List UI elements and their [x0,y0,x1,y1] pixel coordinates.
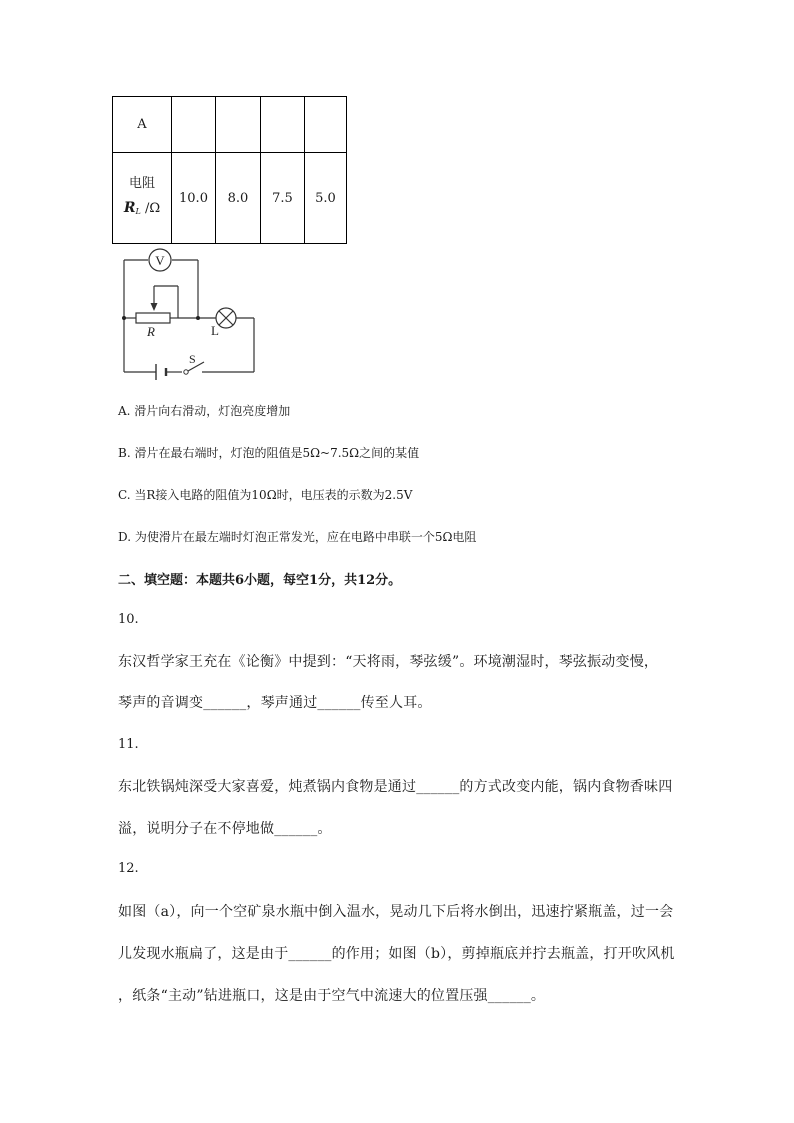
table-cell [261,97,305,153]
junction-dot [196,316,200,320]
circuit-diagram [116,246,261,386]
question-text: 东北铁锅炖深受大家喜爱，炖煮锅内食物是通过______的方式改变内能，锅内食物香味四 [118,779,673,795]
resistance-symbol: RL /Ω [123,200,161,216]
table-row [113,97,347,153]
question-number: 11. [118,737,139,752]
resistance-value: 8.0 [216,153,261,244]
row-label-current: A [113,97,172,153]
option-c: C. 当R接入电路的阻值为10Ω时，电压表的示数为2.5V [118,488,413,502]
question-number: 12. [118,861,139,876]
question-text: 琴声的音调变______，琴声通过______传至人耳。 [118,695,432,711]
svg-text:V: V [155,253,165,268]
option-a: A. 滑片向右滑动，灯泡亮度增加 [118,404,291,418]
lamp-icon [211,308,236,338]
question-number: 10. [118,612,139,627]
table-cell [216,97,261,153]
rheostat-icon [136,303,170,339]
resistance-value: 7.5 [261,153,305,244]
svg-text:S: S [189,352,196,366]
row-label-resistance [113,153,172,244]
question-text: 儿发现水瓶扁了，这是由于______的作用；如图（b），剪掉瓶底并拧去瓶盖，打开吹风机 [118,946,675,962]
junction-dot [122,316,126,320]
question-text: 溢，说明分子在不停地做______。 [118,821,332,837]
resistance-value: 10.0 [172,153,216,244]
option-d: D. 为使滑片在最左端时灯泡正常发光，应在电路中串联一个5Ω电阻 [118,530,477,544]
table-row [113,153,347,244]
section-title: 二、填空题：本题共6小题，每空1分，共12分。 [118,573,402,588]
switch-icon [184,352,204,374]
question-text: 东汉哲学家王充在《论衡》中提到：“天将雨，琴弦缓”。环境潮湿时，琴弦振动变慢， [118,654,659,670]
table-cell [305,97,347,153]
table-cell [172,97,216,153]
question-text: ，纸条“主动”钻进瓶口，这是由于空气中流速大的位置压强______。 [118,988,546,1004]
resistance-label: 电阻 [128,176,155,191]
svg-text:L: L [211,323,219,338]
voltmeter-icon [149,249,171,271]
resistance-value: 5.0 [305,153,347,244]
option-b: B. 滑片在最右端时，灯泡的阻值是5Ω~7.5Ω之间的某值 [118,446,420,460]
resistance-table [112,96,347,244]
battery-icon [156,364,166,380]
question-text: 如图（a），向一个空矿泉水瓶中倒入温水，晃动几下后将水倒出，迅速拧紧瓶盖，过一会 [118,904,674,920]
svg-text:R: R [147,324,155,339]
